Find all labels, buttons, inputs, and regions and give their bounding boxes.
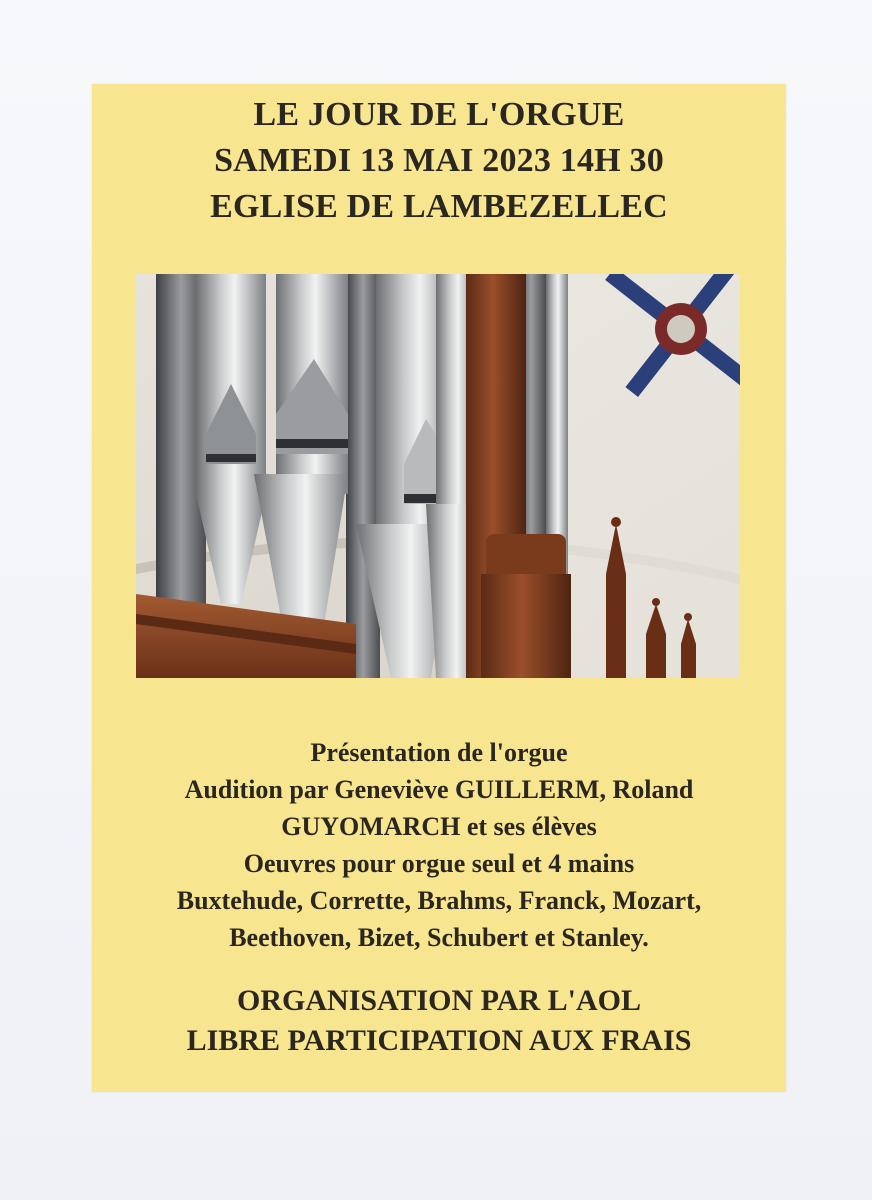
program-details: [92, 734, 786, 956]
program-line: GUYOMARCH et ses élèves: [281, 812, 597, 841]
poster-footer: [92, 981, 786, 1061]
event-title: LE JOUR DE L'ORGUE: [253, 96, 625, 133]
poster: [92, 84, 786, 1092]
program-line: Présentation de l'orgue: [310, 738, 568, 767]
event-location: EGLISE DE LAMBEZELLEC: [210, 188, 668, 225]
organ-pipes-illustration: [136, 274, 740, 678]
admission-note: LIBRE PARTICIPATION AUX FRAIS: [186, 1024, 692, 1057]
program-line: Oeuvres pour orgue seul et 4 mains: [243, 849, 635, 878]
poster-header: [92, 92, 786, 230]
organ-pipes-photo: [136, 274, 740, 678]
organizer: ORGANISATION PAR L'AOL: [237, 984, 641, 1017]
program-line: Buxtehude, Corrette, Brahms, Franck, Mozart,: [176, 886, 702, 915]
program-line: Beethoven, Bizet, Schubert et Stanley.: [229, 923, 649, 952]
program-line: Audition par Geneviève GUILLERM, Roland: [184, 775, 694, 804]
event-date: SAMEDI 13 MAI 2023 14H 30: [214, 142, 664, 179]
